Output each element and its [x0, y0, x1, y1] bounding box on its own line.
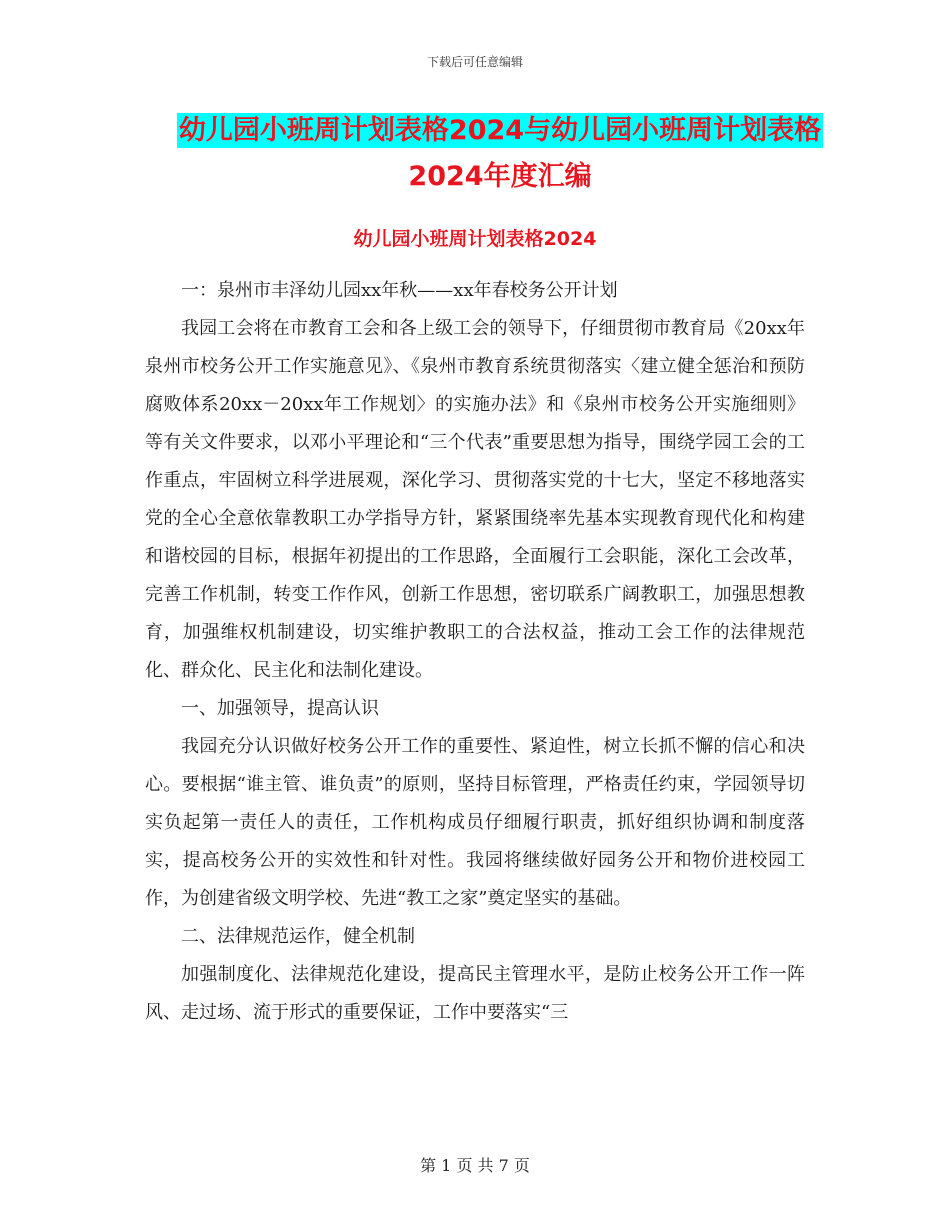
section-title: 幼儿园小班周计划表格2024	[353, 228, 597, 250]
paragraph: 加强制度化、法律规范化建设，提高民主管理水平，是防止校务公开工作一阵风、走过场、流于形式的重要保证，工作中要落实“三	[145, 964, 805, 1023]
paragraph-intro: 一：泉州市丰泽幼儿园xx年秋——xx年春校务公开计划	[181, 280, 618, 301]
body-text	[145, 272, 805, 1032]
section-heading: 二、法律规范运作，健全机制	[181, 926, 415, 947]
section-heading: 一、加强领导，提高认识	[181, 698, 379, 719]
page-footer: 第 1 页 共 7 页	[420, 1156, 530, 1175]
title-line-1: 幼儿园小班周计划表格2024与幼儿园小班周计划表格	[178, 115, 822, 146]
header-note: 下载后可任意编辑	[426, 55, 523, 69]
paragraph: 我园工会将在市教育工会和各上级工会的领导下，仔细贯彻市教育局《20xx年泉州市校务公开工作实施意见》、《泉州市教育系统贯彻落实〈建立健全惩治和预防腐败体系20xx－20xx年工作规划〉的实施办法》和《泉州市校务公开实施细则》等有关文件要求，以邓小平理论和“三个代表”重要思想为指导，围绕学园工会的工作重点，牢固树立科学进展观，深化学习、贯彻落实党的十七大，坚定不移地落实党的全心全意依靠教职工办学指导方针，紧紧围绕率先基本实现教育现代化和构建和谐校园的目标，根据年初提出的工作思路，全面履行工会职能，深化工会改革，完善工作机制，转变工作作风，创新工作思想，密切联系广阔教职工，加强思想教育，加强维权机制建设，切实维护教职工的合法权益，推动工会工作的法律规范化、群众化、民主化和法制化建设。	[145, 318, 805, 681]
title-line-2: 2024年度汇编	[408, 161, 592, 192]
paragraph: 我园充分认识做好校务公开工作的重要性、紧迫性，树立长抓不懈的信心和决心。要根据“谁主管、谁负责”的原则，坚持目标管理，严格责任约束，学园领导切实负起第一责任人的责任，工作机构成员仔细履行职责，抓好组织协调和制度落实，提高校务公开的实效性和针对性。我园将继续做好园务公开和物价进校园工作，为创建省级文明学校、先进“教工之家”奠定坚实的基础。	[145, 736, 805, 909]
document-title	[150, 108, 850, 200]
